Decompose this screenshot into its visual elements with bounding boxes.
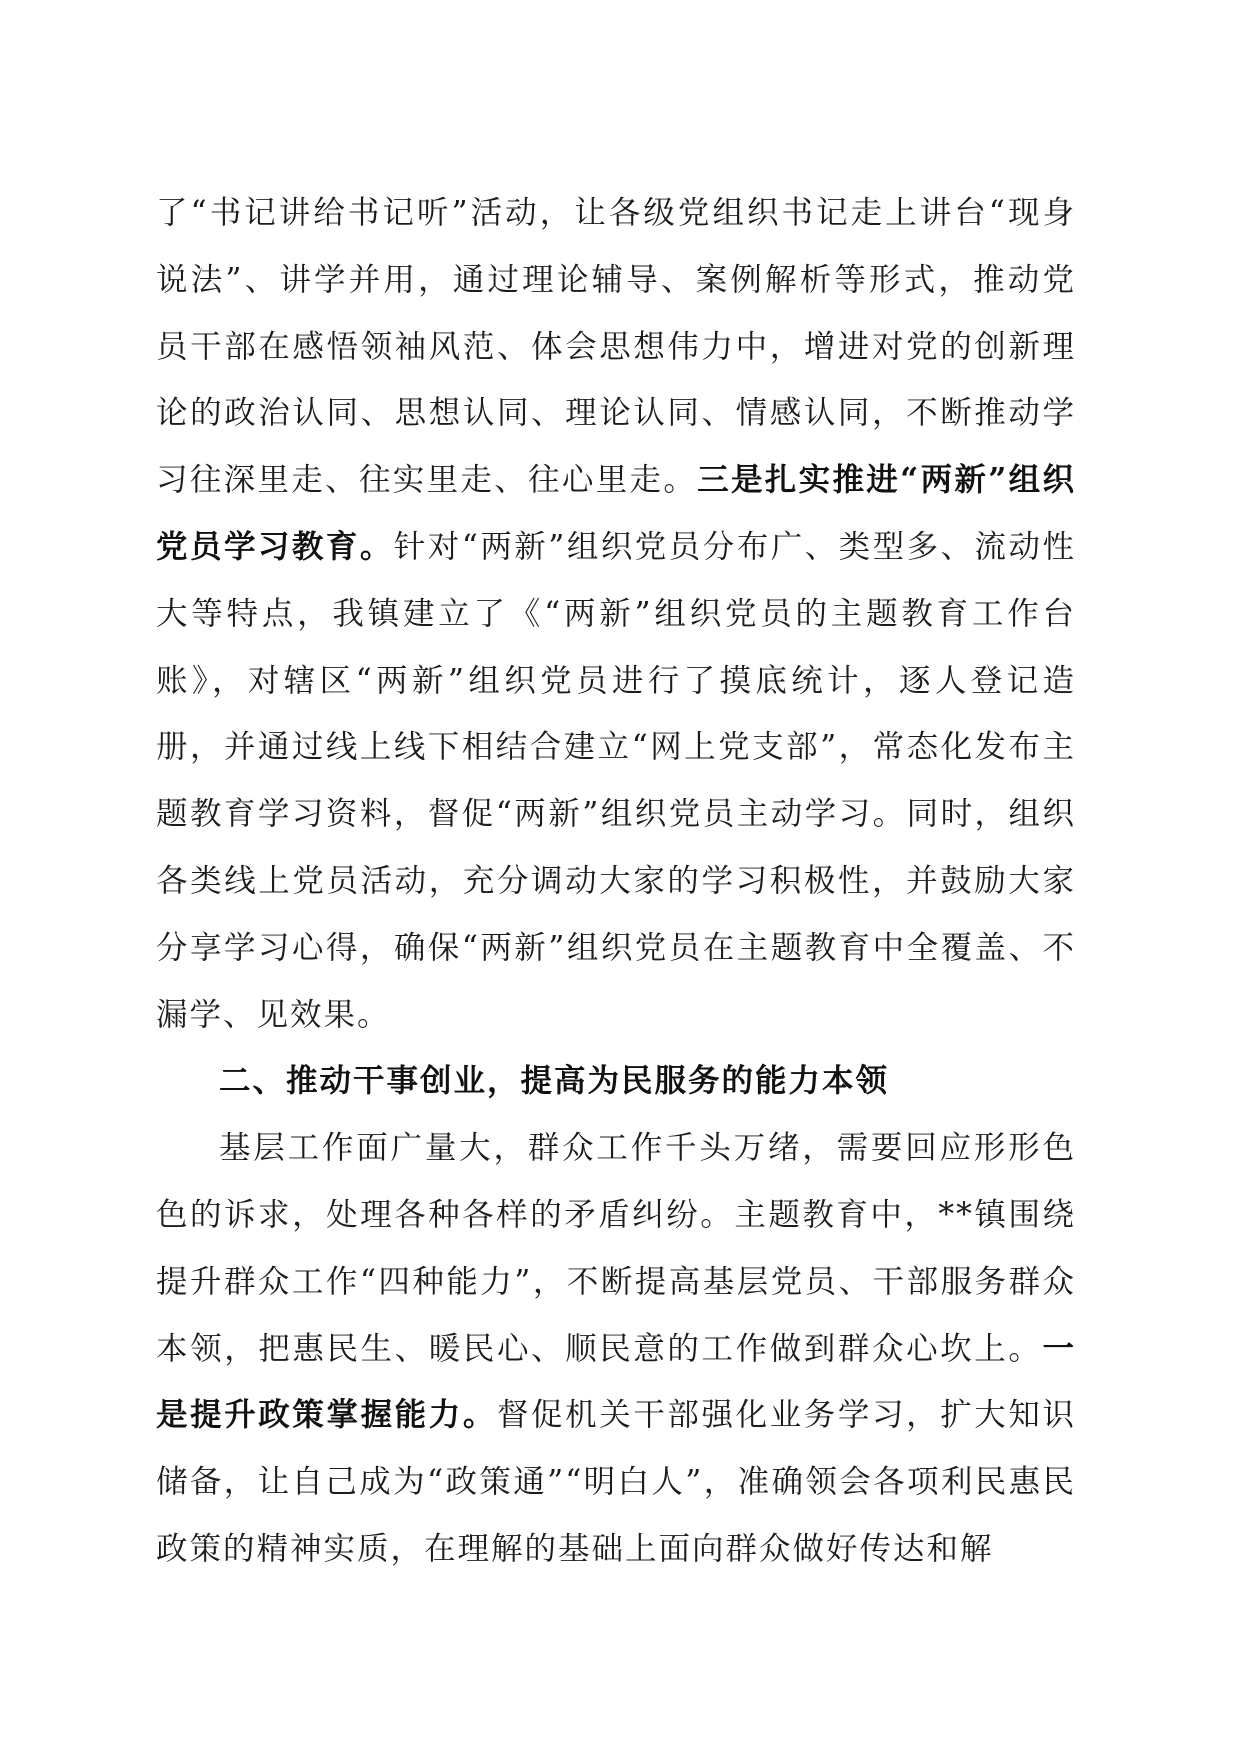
paragraph-text: 了“书记讲给书记听”活动，让各级党组织书记走上讲台“现身说法”、讲学并用，通过理论辅导、案例解析等形式，推动党员干部在感悟领袖风范、体会思想伟力中，增进对党的创新理论的政治认同、思想认同、理论认同、情感认同，不断推动学习往深里走、往实里走、往心里走。: [156, 195, 1076, 499]
paragraph-text: 督促机关干部强化业务学习，扩大知识储备，让自己成为“政策通”“明白人”，准确领会各项利民惠民政策的精神实质，在理解的基础上面向群众做好传达和解: [156, 1397, 1076, 1567]
paragraph-grassroots-work: [156, 1115, 1076, 1583]
paragraph-text: 针对“两新”组织党员分布广、类型多、流动性大等特点，我镇建立了《“两新”组织党员的主题教育工作台账》，对辖区“两新”组织党员进行了摸底统计，逐人登记造册，并通过线上线下相结合建立“网上党支部”，常态化发布主题教育学习资料，督促“两新”组织党员主动学习。同时，组织各类线上党员活动，充分调动大家的学习积极性，并鼓励大家分享学习心得，确保“两新”组织党员在主题教育中全覆盖、不漏学、见效果。: [156, 528, 1076, 1033]
bold-point-three: 三是扎实推进“两新”组织党员学习教育。: [156, 461, 1076, 565]
section-heading-two: 二、推动干事创业，提高为民服务的能力本领: [219, 1063, 890, 1100]
paragraph-text: 基层工作面广量大，群众工作千头万绪，需要回应形形色色的诉求，处理各种各样的矛盾纠纷。主题教育中，**镇围绕提升群众工作“四种能力”，不断提高基层党员、干部服务群众本领，把惠民生、暖民心、顺民意的工作做到群众心坎上。: [156, 1130, 1076, 1367]
document-body: [156, 180, 1076, 1583]
paragraph-theory-study: [156, 180, 1076, 1048]
bold-point-one: 一是提升政策掌握能力。: [156, 1329, 1076, 1434]
